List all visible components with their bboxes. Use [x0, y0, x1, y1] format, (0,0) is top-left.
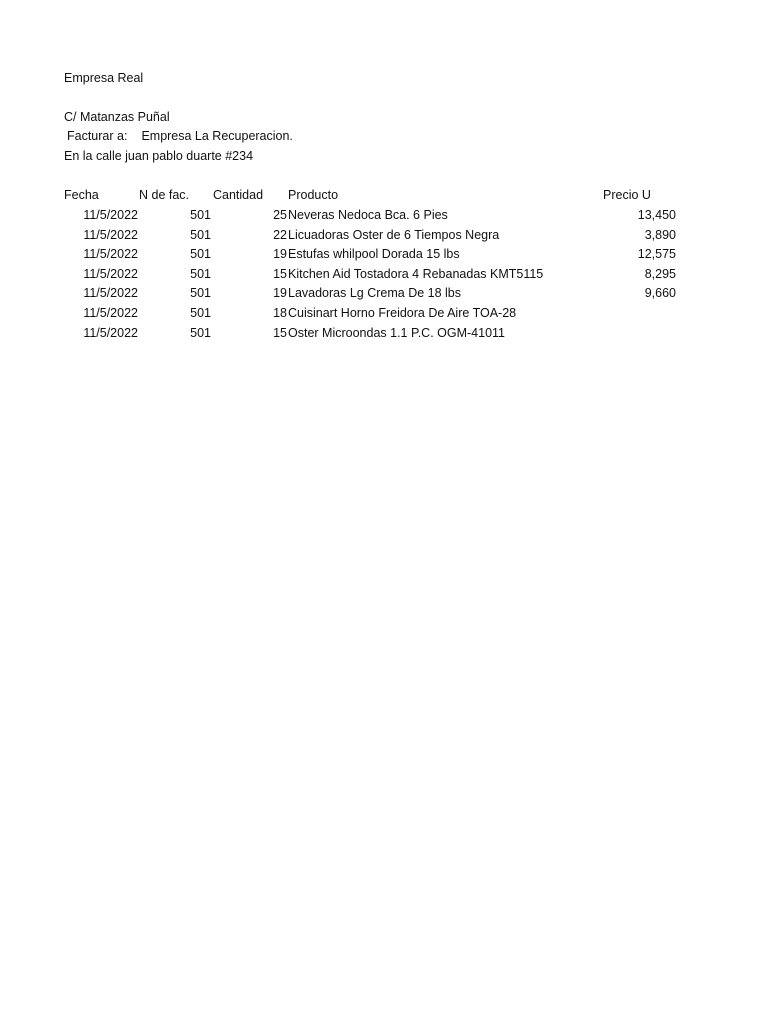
- cell-product: Estufas whilpool Dorada 15 lbs: [288, 247, 460, 261]
- cell-product: Kitchen Aid Tostadora 4 Rebanadas KMT5115: [288, 267, 544, 281]
- bill-to-label: Facturar a:: [67, 129, 128, 143]
- table-row: [0, 305, 768, 321]
- cell-date: 11/5/2022: [83, 228, 138, 242]
- table-row: [0, 207, 768, 223]
- bill-to-name: Empresa La Recuperacion.: [141, 129, 293, 143]
- cell-quantity: 15: [273, 326, 287, 340]
- cell-quantity: 15: [273, 267, 287, 281]
- company-address: C/ Matanzas Puñal: [64, 110, 170, 124]
- cell-quantity: 19: [273, 286, 287, 300]
- cell-date: 11/5/2022: [83, 306, 138, 320]
- bill-to-street: En la calle juan pablo duarte #234: [64, 149, 254, 163]
- table-row: [0, 246, 768, 262]
- cell-quantity: 22: [273, 228, 287, 242]
- cell-quantity: 19: [273, 247, 287, 261]
- cell-date: 11/5/2022: [83, 286, 138, 300]
- cell-price: 13,450: [637, 208, 676, 222]
- cell-date: 11/5/2022: [83, 208, 138, 222]
- cell-invoice: 501: [190, 247, 211, 261]
- table-row: [0, 285, 768, 301]
- cell-invoice: 501: [190, 208, 211, 222]
- cell-quantity: 18: [273, 306, 287, 320]
- bill-to: [67, 128, 293, 144]
- cell-product: Neveras Nedoca Bca. 6 Pies: [288, 208, 448, 222]
- cell-product: Oster Microondas 1.1 P.C. OGM-41011: [288, 326, 505, 340]
- cell-date: 11/5/2022: [83, 267, 138, 281]
- cell-invoice: 501: [190, 267, 211, 281]
- cell-product: Lavadoras Lg Crema De 18 lbs: [288, 286, 462, 300]
- cell-price: 9,660: [644, 286, 676, 300]
- company-name: Empresa Real: [64, 71, 144, 85]
- cell-invoice: 501: [190, 326, 211, 340]
- column-header-quantity: Cantidad: [213, 188, 264, 202]
- cell-quantity: 25: [273, 208, 287, 222]
- cell-invoice: 501: [190, 306, 211, 320]
- column-header-invoice: N de fac.: [139, 188, 190, 202]
- table-row: [0, 325, 768, 341]
- cell-price: 12,575: [637, 247, 676, 261]
- cell-product: Cuisinart Horno Freidora De Aire TOA-28: [288, 306, 517, 320]
- cell-price: 3,890: [644, 228, 676, 242]
- column-header-price: Precio U: [603, 188, 651, 202]
- table-header: [0, 187, 768, 203]
- column-header-product: Producto: [288, 188, 339, 202]
- table-row: [0, 227, 768, 243]
- cell-product: Licuadoras Oster de 6 Tiempos Negra: [288, 228, 500, 242]
- cell-date: 11/5/2022: [83, 247, 138, 261]
- column-header-date: Fecha: [64, 188, 99, 202]
- cell-date: 11/5/2022: [83, 326, 138, 340]
- cell-invoice: 501: [190, 228, 211, 242]
- cell-price: 8,295: [644, 267, 676, 281]
- cell-invoice: 501: [190, 286, 211, 300]
- table-row: [0, 266, 768, 282]
